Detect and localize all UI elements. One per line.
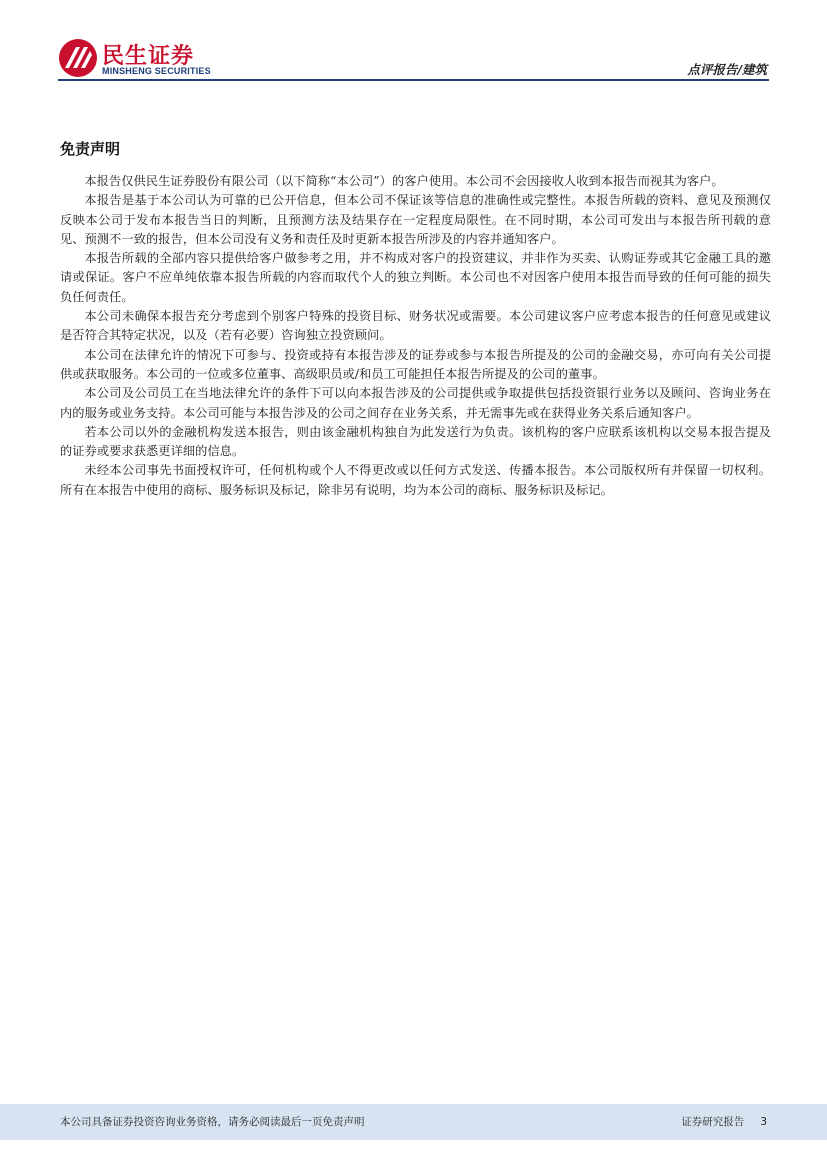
page-footer — [0, 1104, 827, 1140]
header-divider — [58, 79, 769, 81]
disclaimer-paragraph: 未经本公司事先书面授权许可，任何机构或个人不得更改或以任何方式发送、传播本报告。本公司版权所有并保留一切权利。所有在本报告中使用的商标、服务标识及标记，除非另有说明，均为本公司的商标、服务标识及标记。 — [60, 463, 771, 497]
disclaimer-paragraph: 本报告所载的全部内容只提供给客户做参考之用，并不构成对客户的投资建议，并非作为买卖、认购证券或其它金融工具的邀请或保证。客户不应单纯依靠本报告所载的内容而取代个人的独立判断。本公司也不对因客户使用本报告而导致的任何可能的损失负任何责任。 — [60, 251, 771, 304]
logo-english-name: MINSHENG SECURITIES — [102, 66, 211, 76]
footer-notice: 本公司具备证券投资咨询业务资格，请务必阅读最后一页免责声明 — [60, 1116, 365, 1128]
report-type: 点评报告/建筑 — [687, 62, 767, 77]
disclaimer-paragraph: 本公司在法律允许的情况下可参与、投资或持有本报告涉及的证券或参与本报告所提及的公司的金融交易，亦可向有关公司提供或获取服务。本公司的一位或多位董事、高级职员或/和员工可能担任本报告所提及的公司的董事。 — [60, 347, 771, 381]
minsheng-logo-icon — [58, 38, 98, 78]
disclaimer-section — [60, 138, 771, 500]
minsheng-logo — [58, 38, 258, 80]
footer-right — [681, 1114, 767, 1129]
section-title: 免责声明 — [60, 140, 121, 158]
disclaimer-paragraph: 本公司未确保本报告充分考虑到个别客户特殊的投资目标、财务状况或需要。本公司建议客户应考虑本报告的任何意见或建议是否符合其特定状况，以及（若有必要）咨询独立投资顾问。 — [60, 309, 771, 343]
disclaimer-paragraph: 若本公司以外的金融机构发送本报告，则由该金融机构独自为此发送行为负责。该机构的客户应联系该机构以交易本报告提及的证券或要求获悉更详细的信息。 — [60, 424, 771, 459]
footer-doc-type: 证券研究报告 — [681, 1116, 745, 1128]
disclaimer-paragraph: 本公司及公司员工在当地法律允许的条件下可以向本报告涉及的公司提供或争取提供包括投资银行业务以及顾问、咨询业务在内的服务或业务支持。本公司可能与本报告涉及的公司之间存在业务关系，并无需事先或在获得业务关系后通知客户。 — [60, 386, 771, 420]
page-number: 3 — [760, 1116, 767, 1128]
logo-chinese-name: 民生证券 — [102, 44, 195, 69]
disclaimer-paragraph: 本报告是基于本公司认为可靠的已公开信息，但本公司不保证该等信息的准确性或完整性。本报告所载的资料、意见及预测仅反映本公司于发布本报告当日的判断，且预测方法及结果存在一定程度局限性。在不同时期，本公司可发出与本报告所刊载的意见、预测不一致的报告，但本公司没有义务和责任及时更新本报告所涉及的内容并通知客户。 — [60, 193, 771, 246]
disclaimer-paragraph: 本报告仅供民生证券股份有限公司（以下简称“本公司”）的客户使用。本公司不会因接收人收到本报告而视其为客户。 — [84, 174, 724, 188]
page-header — [0, 0, 827, 82]
